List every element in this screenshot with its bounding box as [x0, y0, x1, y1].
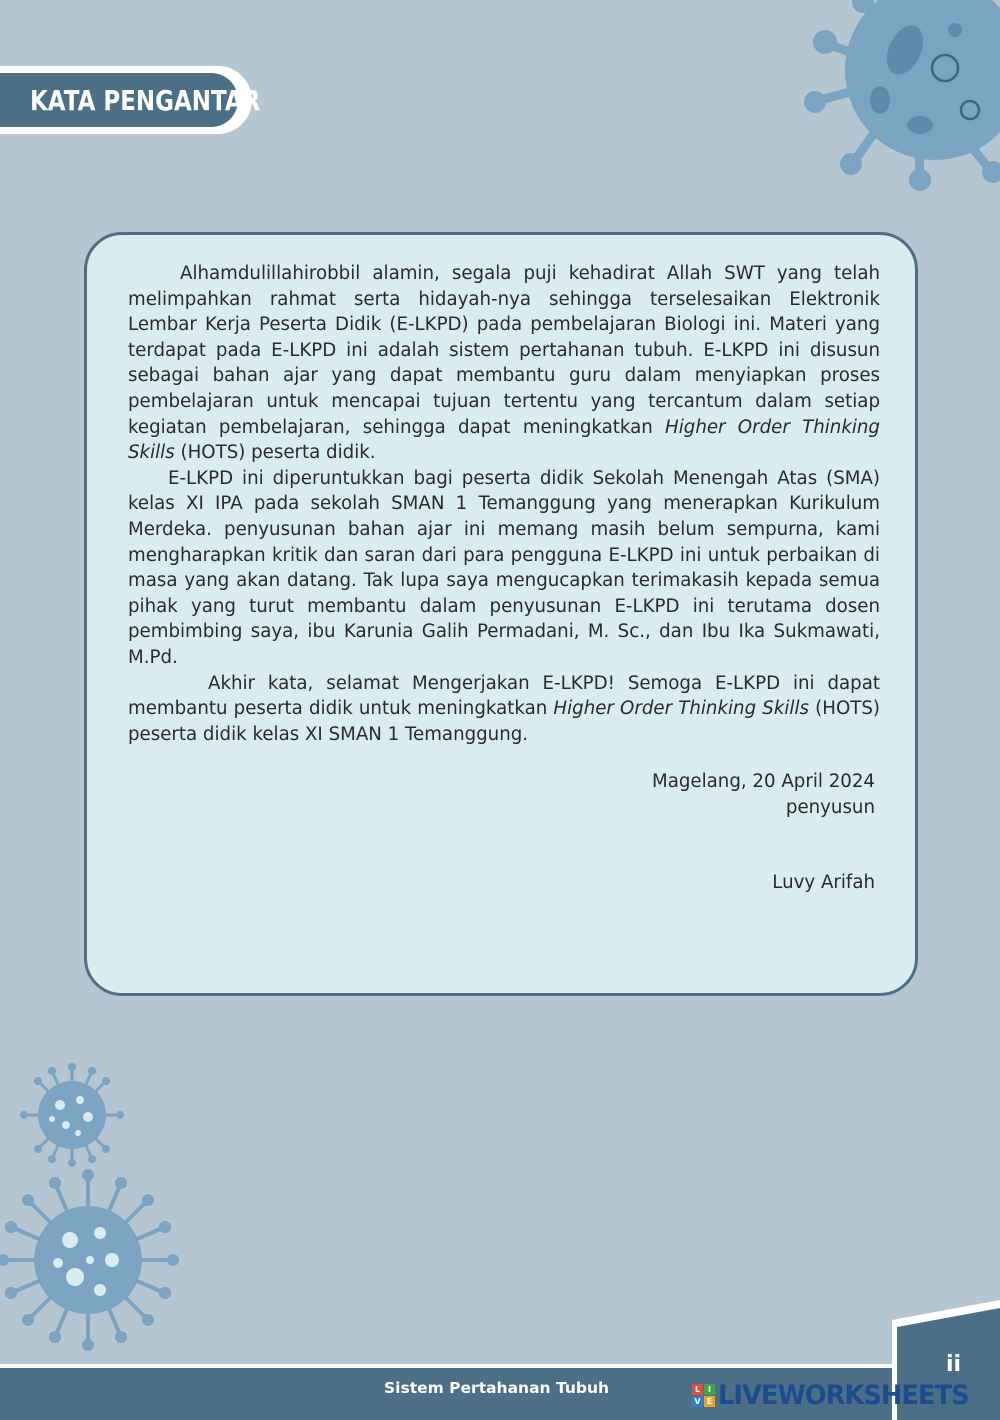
paragraph-1-emphasis: Higher Order Thinking Skills	[128, 416, 880, 464]
title-banner	[0, 73, 261, 127]
logo-letter: I	[704, 1384, 715, 1395]
title-tab	[0, 66, 261, 134]
preface-body	[128, 261, 880, 747]
signature-block	[652, 769, 875, 896]
signature-name: Luvy Arifah	[772, 872, 875, 894]
paragraph-2: E-LKPD ini diperuntukkan bagi peserta didik Sekolah Menengah Atas (SMA) kelas XI IPA pada sekolah SMAN 1 Temanggung yang menerapkan Kurikulum Merdeka. penyusunan bahan ajar ini memang masih belum sempurna, kami mengharapkan kritik dan saran dari para pengguna E-LKPD ini untuk perbaikan di masa yang akan datang. Tak lupa saya mengucapkan terimakasih kepada semua pihak yang turut membantu dalam penyusunan E-LKPD ini terutama dosen pembimbing saya, ibu Karunia Galih Permadani, M. Sc., dan Ibu Ika Sukmawati, M.Pd.	[128, 467, 880, 668]
signature-role: penyusun	[785, 796, 875, 818]
liveworksheets-wordmark: LIVEWORKSHEETS	[718, 1379, 969, 1411]
page-title: KATA PENGANTAR	[30, 83, 261, 117]
logo-letter: V	[692, 1396, 703, 1407]
paragraph-1-text: Alhamdulillahirobbil alamin, segala puji kehadirat Allah SWT yang telah melimpahkan rahmat serta hidayah-nya sehingga terselesaikan Elektronik Lembar Kerja Peserta Didik (E-LKPD) pada pembelajaran Biologi ini. Materi yang terdapat pada E-LKPD ini adalah sistem pertahanan tubuh. E-LKPD ini disusun sebagai bahan ajar yang dapat membantu guru dalam menyiapkan proses pembelajaran untuk mencapai tujuan tertentu yang tercantum dalam setiap kegiatan pembelajaran, sehingga dapat meningkatkan	[128, 263, 880, 438]
signature-gap	[652, 820, 875, 870]
paragraph-3-emphasis: Higher Order Thinking Skills	[553, 698, 809, 720]
paragraph-1	[128, 261, 880, 466]
page-number: ii	[946, 1352, 962, 1377]
footer-book-title: Sistem Pertahanan Tubuh	[384, 1379, 610, 1397]
content-card	[84, 232, 918, 996]
logo-letter: E	[704, 1396, 715, 1407]
liveworksheets-logo	[692, 1380, 982, 1410]
liveworksheets-logo-grid	[692, 1384, 715, 1407]
logo-letter: L	[692, 1384, 703, 1395]
paragraph-3-end: (HOTS) peserta didik kelas XI SMAN 1 Temanggung.	[128, 698, 881, 745]
virus-icon	[0, 1055, 200, 1365]
virus-icon	[795, 0, 1000, 200]
paragraph-3	[128, 671, 880, 748]
paragraph-3-text: Akhir kata, selamat Mengerjakan E-LKPD! Semoga E-LKPD ini dapat membantu peserta didik untuk meningkatkan	[128, 672, 880, 720]
paragraph-1-end: (HOTS) peserta didik.	[174, 442, 376, 464]
signature-place-date: Magelang, 20 April 2024	[652, 771, 875, 792]
